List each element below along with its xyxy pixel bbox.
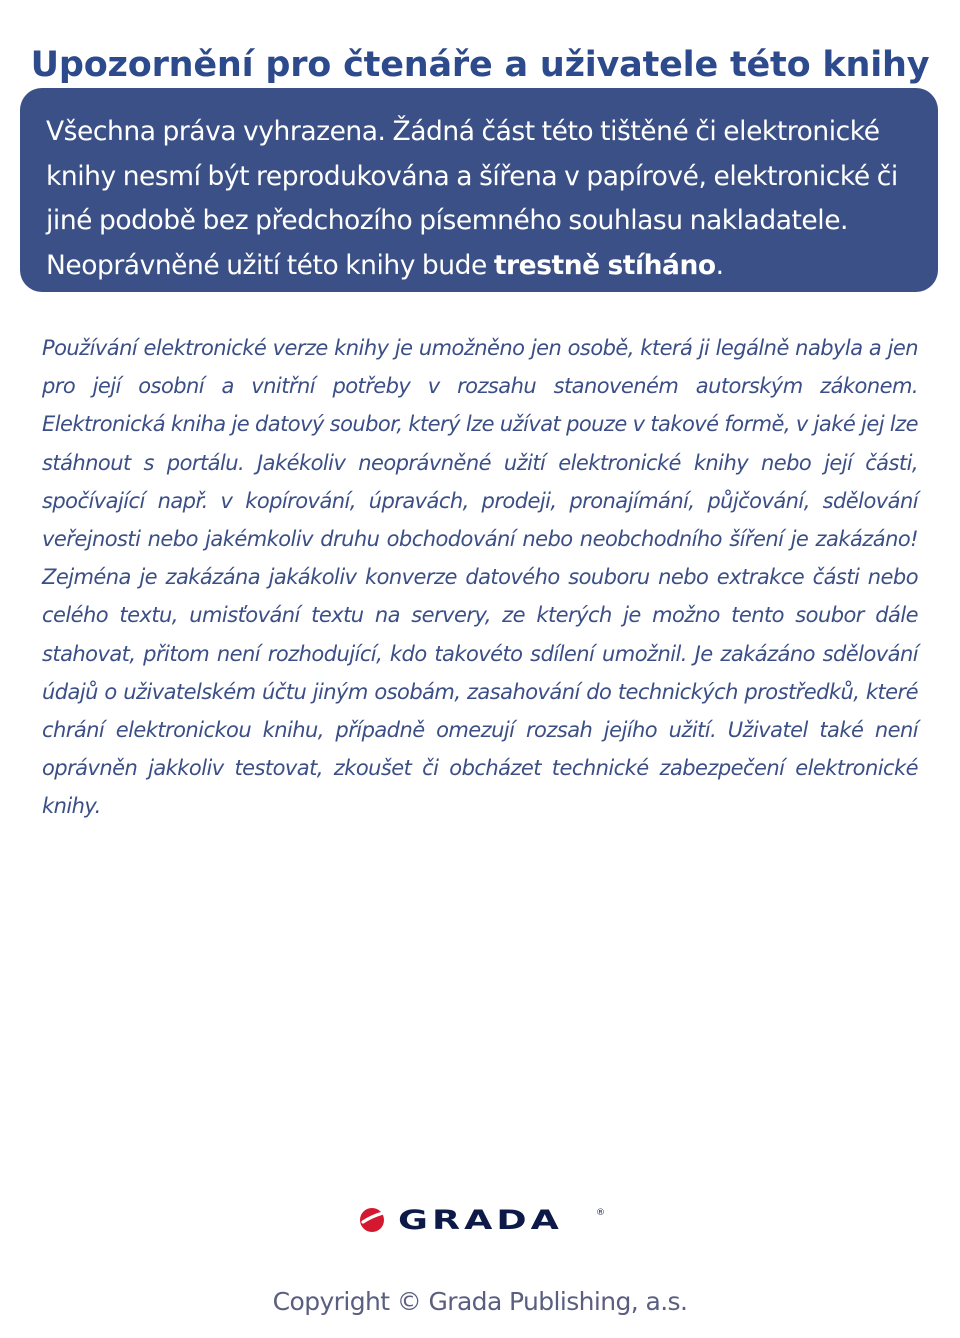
publisher-logo xyxy=(358,1204,604,1238)
usage-terms-paragraph: Používání elektronické verze knihy je umožněno jen osobě, která ji legálně nabyla a jen pro její osobní a vnitřní potřeby v rozsahu stanoveném autorským zákonem. Elektronická kniha je datový soubor, který lze užívat pouze v takové formě, v jaké jej lze stáhnout s portálu. Jakékoliv neoprávněné užití elektronické knihy nebo její části, spočívající např. v kopírování, úpravách, prodeji, pronajímání, půjčování, sdělování veřejnosti nebo jakémkoliv druhu obchodování nebo neobchodního šíření je zakázáno! Zejména je zakázána jakákoliv konverze datového souboru nebo extrakce části nebo celého textu, umisťování textu na servery, ze kterých je možno tento soubor dále stahovat, přitom není rozhodující, kdo takovéto sdílení umožnil. Je zakázáno sdělování údajů o uživatelském účtu jiným osobám, zasahování do technických prostředků, které chrání elektronickou knihu, případně omezují rozsah jejího užití. Uživatel také není oprávněn jakkoliv testovat, zkoušet či obcházet technické zabezpečení elektronické knihy. xyxy=(42,336,918,819)
rights-notice-main: Všechna práva vyhrazena. Žádná část této tištěné či elektronické knihy nesmí být reprodukována a šířena v papírové, elektronické či jiné podobě bez předchozího písemného souhlasu nakladatele. Neoprávněné užití této knihy bude xyxy=(46,116,898,281)
registered-mark: ® xyxy=(596,1208,605,1218)
page-title: Upozornění pro čtenáře a uživatele této knihy xyxy=(30,45,930,86)
copyright-notice: Copyright © Grada Publishing, a.s. xyxy=(272,1287,688,1316)
rights-notice-box xyxy=(20,88,938,292)
grada-logo-icon xyxy=(358,1204,388,1234)
rights-notice-text xyxy=(46,110,916,288)
logo-wordmark: GRADA xyxy=(398,1205,563,1236)
rights-notice-emphasis: trestně stíháno xyxy=(493,249,716,281)
rights-notice-end: . xyxy=(715,249,724,281)
